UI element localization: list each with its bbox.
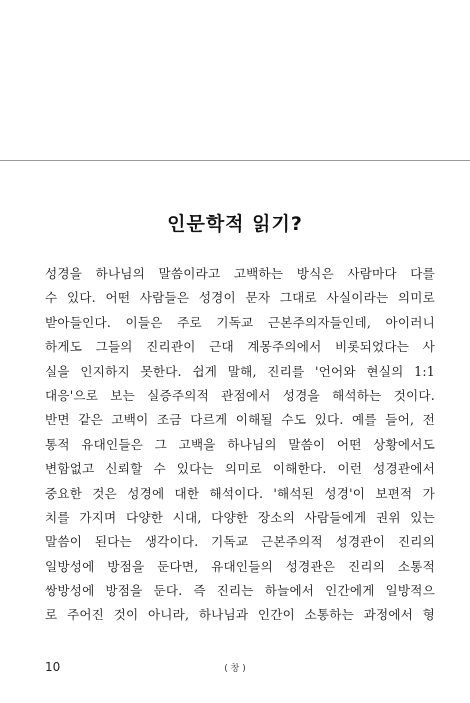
paragraph-line: 일방성에 방점을 둔다면, 유대인들의 성경관은 진리의 소통적 [45, 558, 435, 574]
section-heading: 인문학적 읽기? [167, 213, 303, 235]
paragraph-line: 실을 인지하지 못한다. 쉽게 말해, 진리를 '언어와 현실의 1:1 [45, 363, 435, 379]
page-number: 10 [45, 660, 61, 674]
paragraph-line: 수 있다. 어떤 사람들은 성경이 문자 그대로 사실이라는 의미로 [45, 290, 435, 306]
paragraph-line: 치를 가지며 다양한 시대, 다양한 장소의 사람들에게 권위 있는 [45, 509, 435, 525]
running-footer-mark: ( 창 ) [224, 664, 246, 674]
paragraph-line: 반면 같은 고백이 조금 다르게 이해될 수도 있다. 예를 들어, 전 [45, 412, 435, 428]
paragraph-line: 하게도 그들의 진리관이 근대 계몽주의에서 비롯되었다는 사 [45, 339, 435, 355]
paragraph-line: 쌍방성에 방점을 둔다. 즉 진리는 하늘에서 인간에게 일방적으 [45, 583, 435, 599]
paragraph-line: 로 주어진 것이 아니라, 하나님과 인간이 소통하는 과정에서 형 [45, 607, 435, 623]
paragraph-line: 중요한 것은 성경에 대한 해석이다. '해석된 성경'이 보편적 가 [45, 485, 435, 501]
top-divider-rule [0, 160, 470, 161]
paragraph-line: 통적 유대인들은 그 고백을 하나님의 말씀이 어떤 상황에서도 [45, 436, 435, 452]
paragraph-line: 성경을 하나님의 말씀이라고 고백하는 방식은 사람마다 다를 [45, 266, 435, 281]
paragraph-line: 받아들인다. 이들은 주로 기독교 근본주의자들인데, 아이러니 [45, 314, 435, 330]
paragraph-line: 말씀이 된다는 생각이다. 기독교 근본주의적 성경관이 진리의 [45, 534, 435, 550]
body-paragraph [45, 262, 435, 628]
paragraph-line: 대응'으로 보는 실증주의적 관점에서 성경을 해석하는 것이다. [45, 387, 435, 403]
paragraph-line: 변함없고 신뢰할 수 있다는 의미로 이해한다. 이런 성경관에서 [45, 461, 435, 477]
